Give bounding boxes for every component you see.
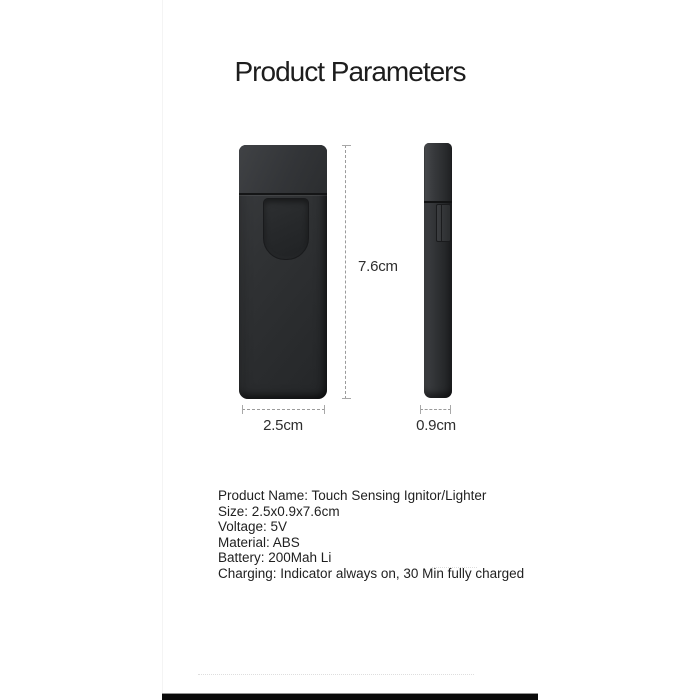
spec-line-voltage: Voltage: 5V <box>218 519 288 535</box>
front-width-measure-line <box>242 409 325 411</box>
spec-line-battery: Battery: 200Mah Li <box>218 550 332 566</box>
height-measure-label: 7.6cm <box>358 258 398 275</box>
lighter-side-latch <box>436 204 451 242</box>
lighter-cap-seam <box>239 193 327 195</box>
front-width-measure-label: 2.5cm <box>263 417 303 434</box>
spec-line-size: Size: 2.5x0.9x7.6cm <box>218 503 340 519</box>
watermark-dotted-line-small <box>432 567 477 569</box>
page-title: Product Parameters <box>234 56 466 87</box>
content-left-edge <box>162 0 163 700</box>
watermark-dotted-line-large <box>198 674 474 676</box>
product-specs <box>218 488 524 582</box>
height-measure-line <box>345 145 347 399</box>
lighter-front-view <box>239 145 327 399</box>
spec-line-charging: Charging: Indicator always on, 30 Min fully charged <box>218 565 525 581</box>
lighter-side-view <box>424 143 452 398</box>
spec-line-material: Material: ABS <box>218 534 300 550</box>
side-width-measure-line <box>420 409 451 411</box>
touch-sensor-panel <box>263 198 309 260</box>
side-width-measure-label: 0.9cm <box>416 417 456 434</box>
lighter-front-cap <box>239 145 327 193</box>
spec-line-product-name: Product Name: Touch Sensing Ignitor/Lighter <box>218 488 487 503</box>
lighter-side-cap <box>425 143 451 201</box>
bottom-black-bar <box>162 693 538 700</box>
lighter-side-seam <box>424 201 452 203</box>
